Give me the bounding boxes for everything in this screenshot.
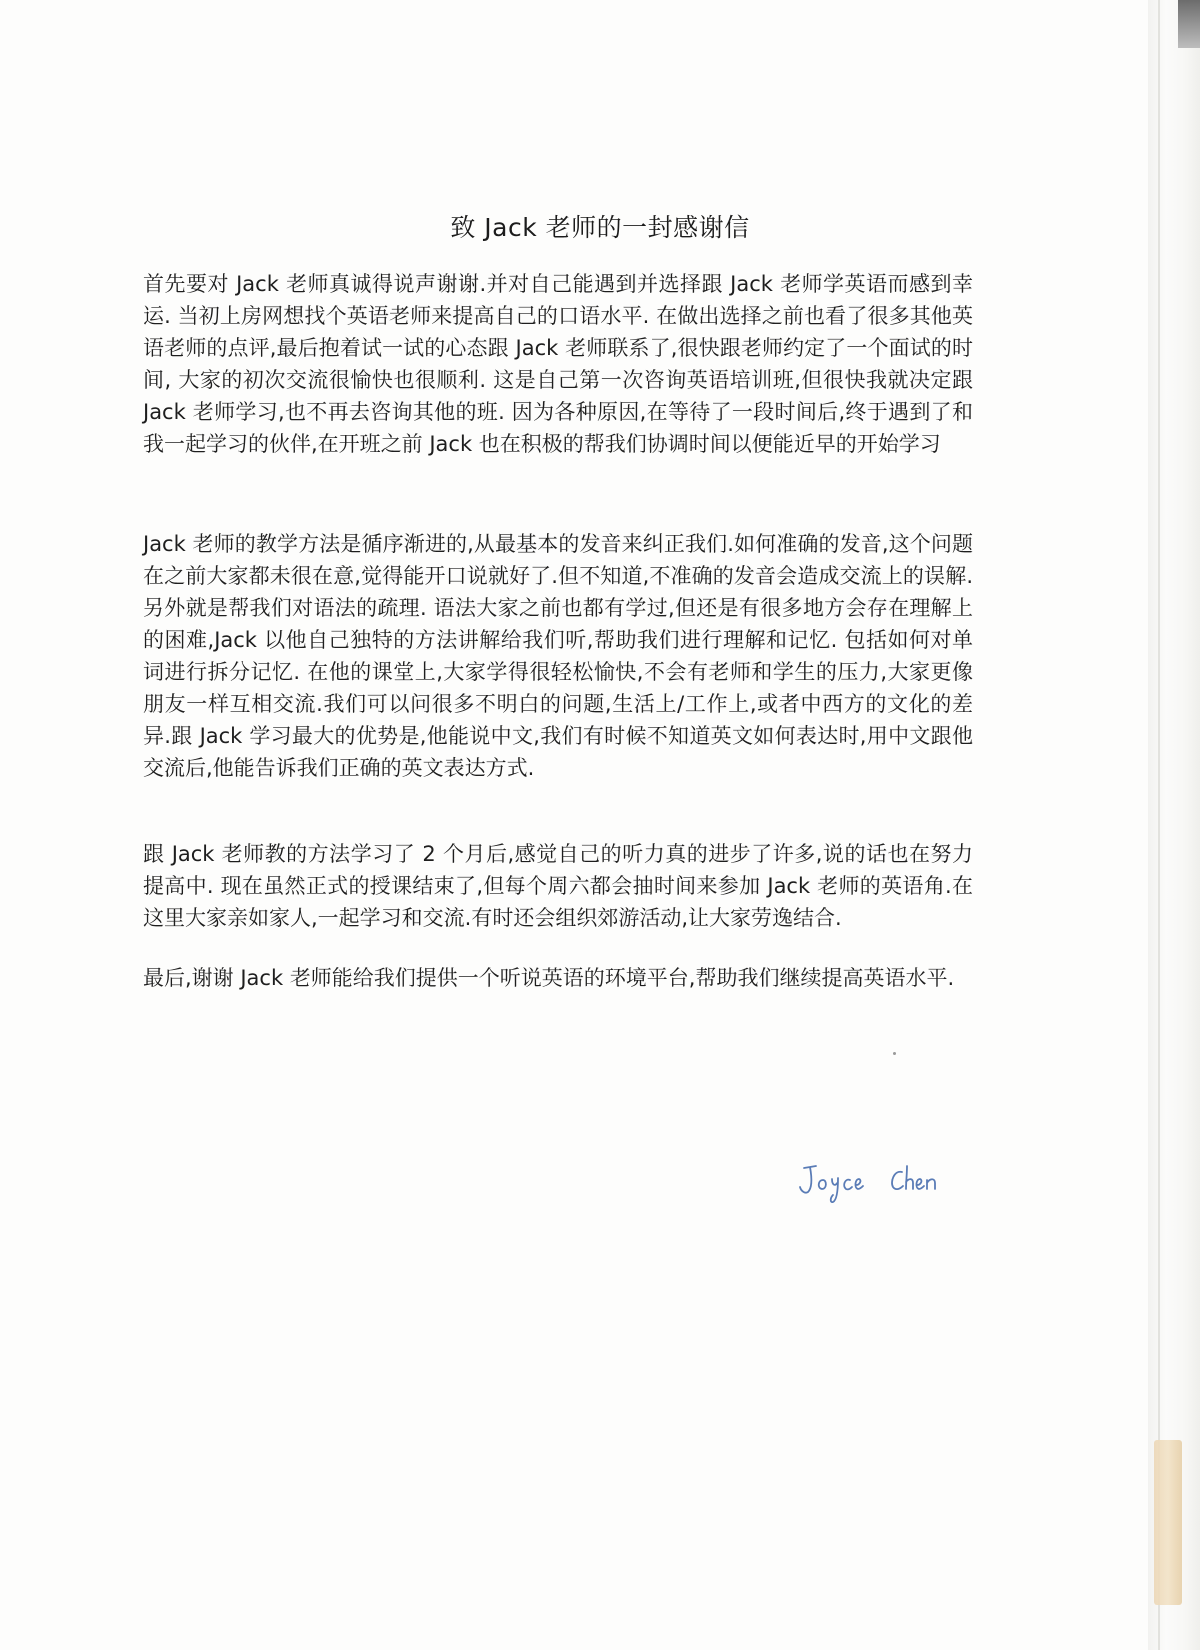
letter-paragraph-2: Jack 老师的教学方法是循序渐进的,从最基本的发音来纠正我们.如何准确的发音,这个问题在之前大家都未很在意,觉得能开口说就好了.但不知道,不准确的发音会造成交流上的误解. 另外就是帮我们对语法的疏理. 语法大家之前也都有学过,但还是有很多地方会存在理解上的困难,Jack 以他自己独特的方法讲解给我们听,帮助我们进行理解和记忆. 包括如何对单词进行拆分记忆. 在他的课堂上,大家学得很轻松愉快,不会有老师和学生的压力,大家更像朋友一样互相交流.我们可以问很多不明白的问题,生活上/工作上,或者中西方的文化的差异.跟 Jack 学习最大的优势是,他能说中文,我们有时候不知道英文如何表达时,用中文跟他交流后,他能告诉我们正确的英文表达方式. xyxy=(143,532,973,780)
signature-drawing xyxy=(790,1158,990,1228)
letter-paragraph-4: 最后,谢谢 Jack 老师能给我们提供一个听说英语的环境平台,帮助我们继续提高英语水平. xyxy=(143,966,955,990)
letter-paragraph-3: 跟 Jack 老师教的方法学习了 2 个月后,感觉自己的听力真的进步了许多,说的话也在努力提高中. 现在虽然正式的授课结束了,但每个周六都会抽时间来参加 Jack 老师的英语角.在这里大家亲如家人,一起学习和交流.有时还会组织郊游活动,让大家劳逸结合. xyxy=(143,842,973,930)
scan-speck xyxy=(893,1052,896,1055)
tape-strip xyxy=(1154,1440,1182,1605)
letter-title: 致 Jack 老师的一封感谢信 xyxy=(450,213,750,242)
page-edge-shadow xyxy=(1148,0,1200,1650)
page-edge-line xyxy=(1158,0,1160,1650)
handwritten-signature xyxy=(790,1158,990,1228)
letter-paragraph-1: 首先要对 Jack 老师真诚得说声谢谢.并对自己能遇到并选择跟 Jack 老师学英语而感到幸运. 当初上房网想找个英语老师来提高自己的口语水平. 在做出选择之前也看了很多其他英语老师的点评,最后抱着试一试的心态跟 Jack 老师联系了,很快跟老师约定了一个面试的时间, 大家的初次交流很愉快也很顺利. 这是自己第一次咨询英语培训班,但很快我就决定跟 Jack 老师学习,也不再去咨询其他的班. 因为各种原因,在等待了一段时间后,终于遇到了和我一起学习的伙伴,在开班之前 Jack 也在积极的帮我们协调时间以便能近早的开始学习 xyxy=(143,272,973,456)
scan-corner-shadow xyxy=(1178,0,1200,48)
